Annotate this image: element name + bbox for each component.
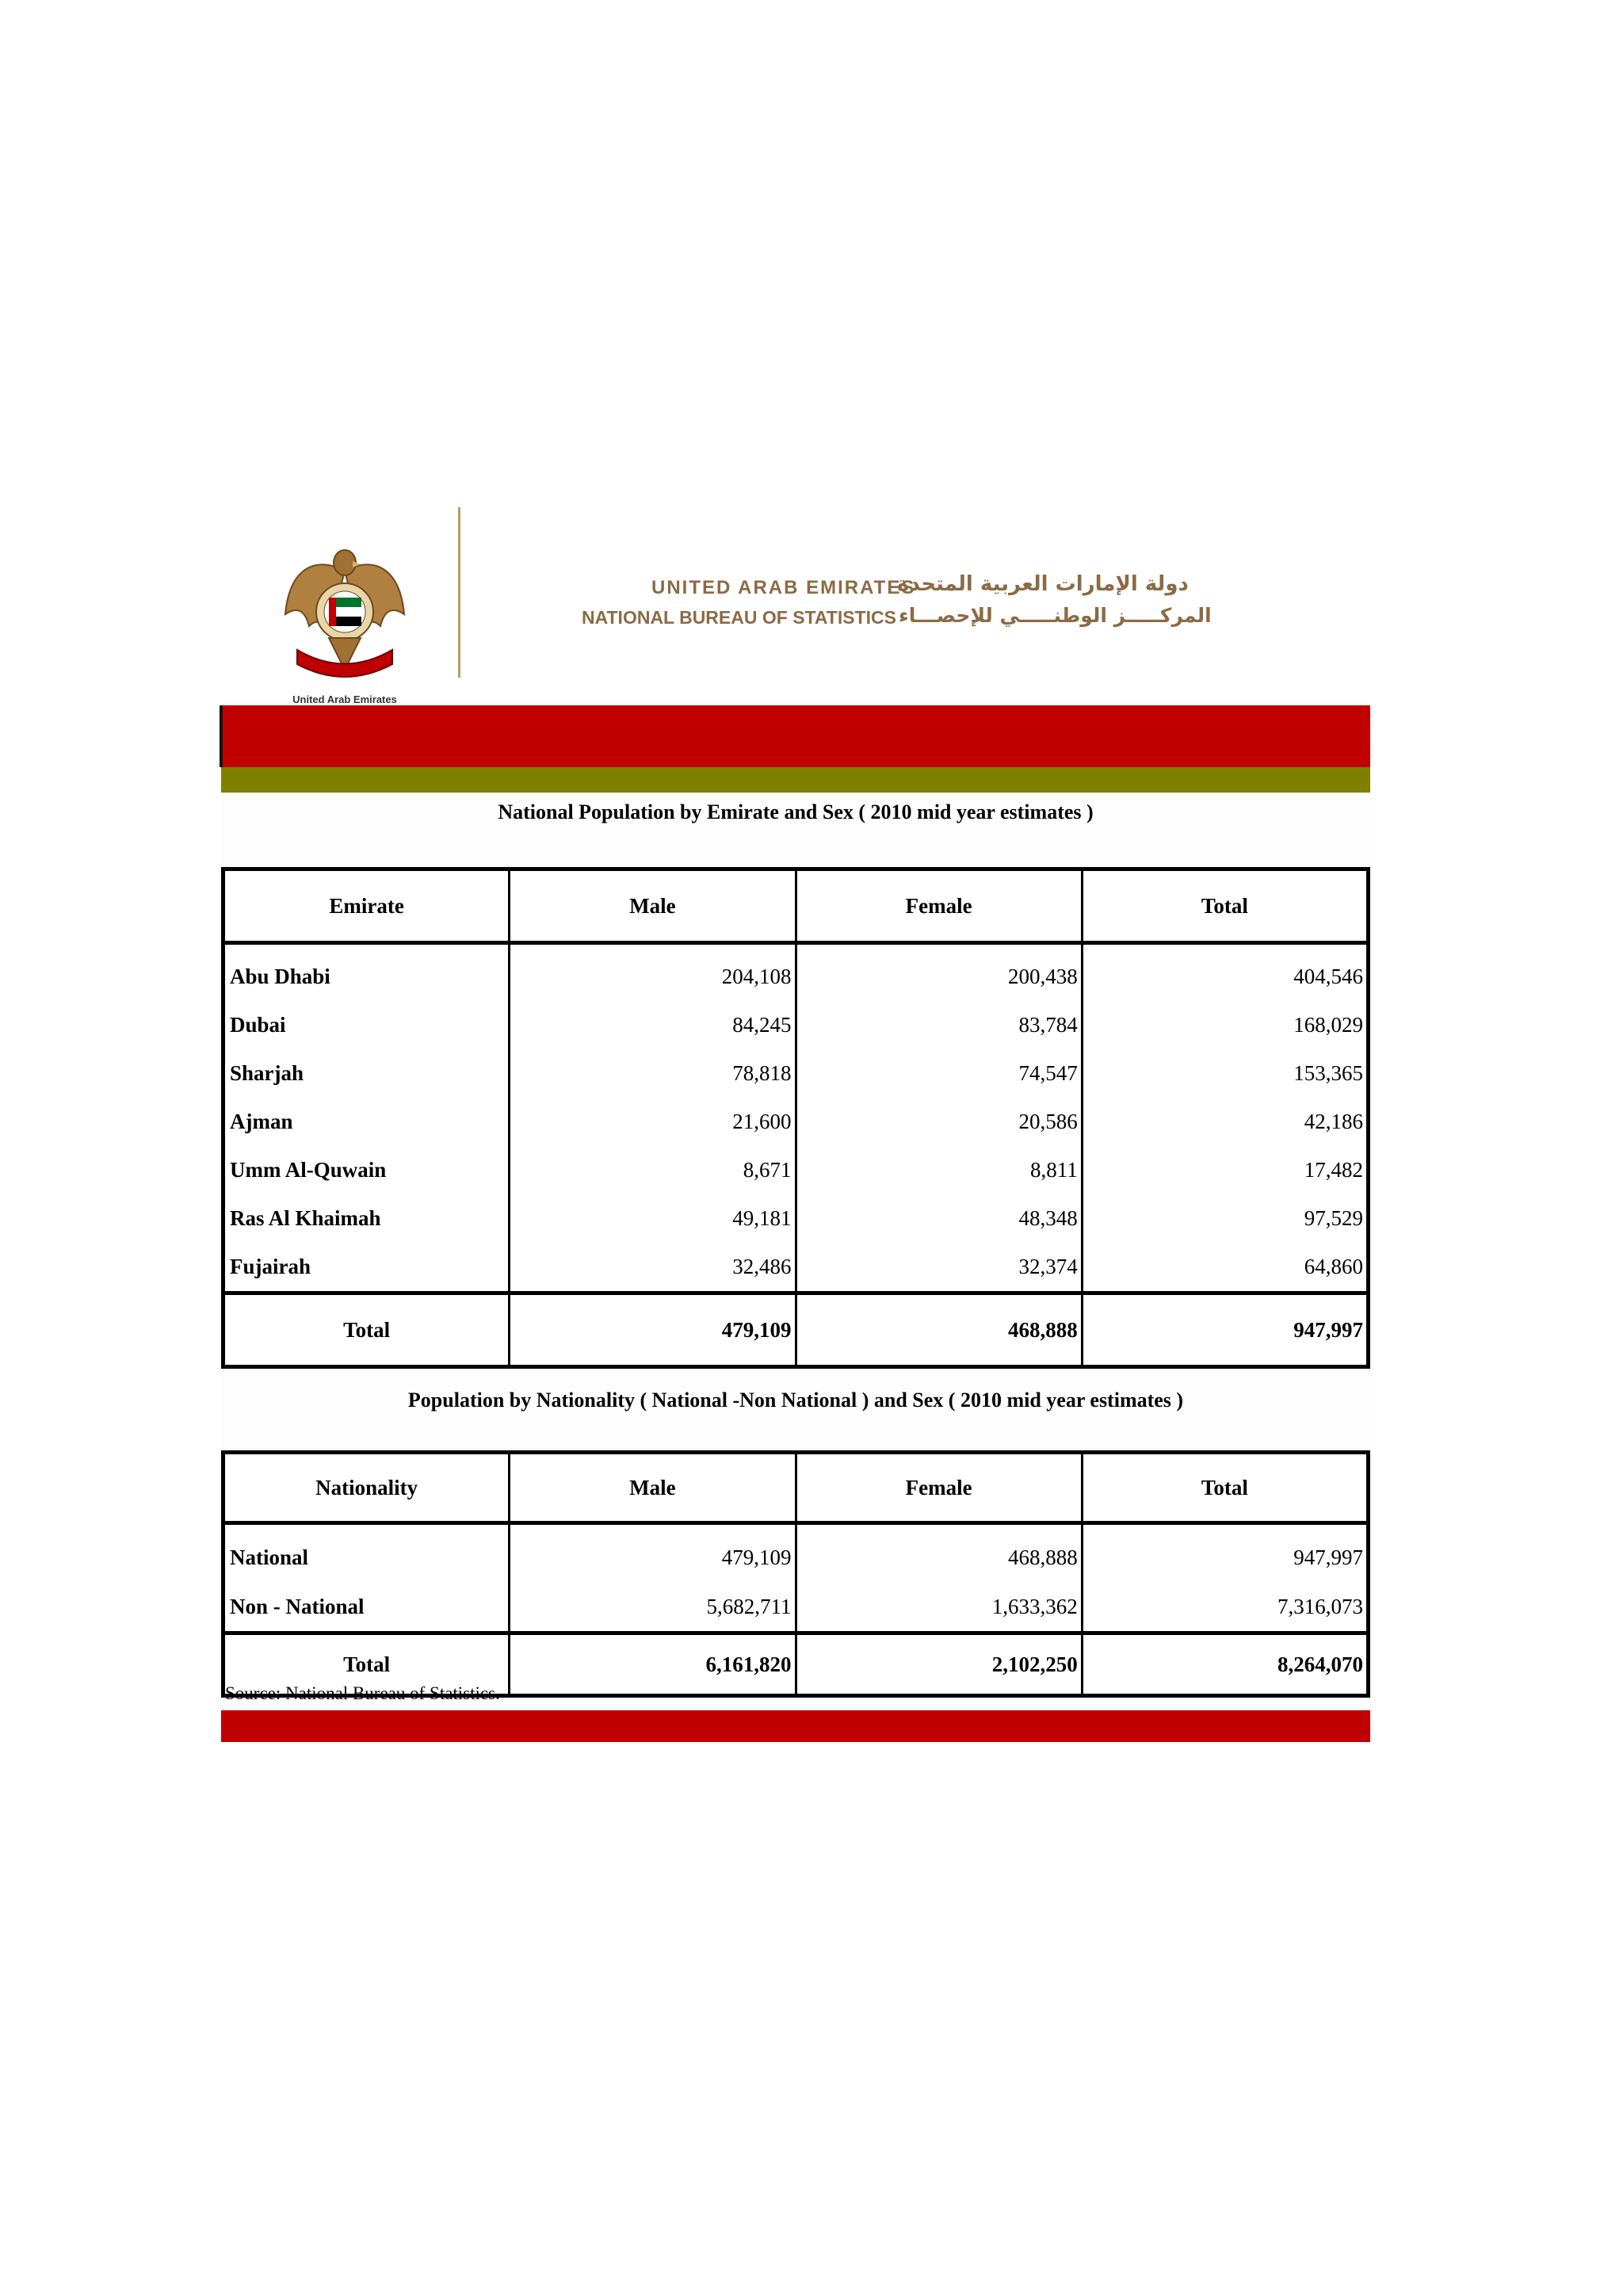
table-cell: 20,586 — [796, 1098, 1082, 1146]
source-note: Source: National Bureau of Statistics. — [225, 1683, 500, 1703]
table-cell: 49,181 — [510, 1194, 796, 1243]
total-cell: 479,109 — [510, 1293, 796, 1367]
org-name-ar-line1: دولة الإمارات العربية المتحدة — [897, 572, 1189, 596]
table-row — [223, 1523, 1369, 1583]
table-header-row — [223, 1453, 1369, 1523]
total-label: Total — [223, 1293, 510, 1367]
falcon-emblem-icon — [281, 539, 408, 690]
table-header-row — [223, 869, 1369, 943]
org-name-ar-line2: المركـــــز الوطنـــــي للإحصـــاء — [899, 604, 1212, 627]
table-row — [223, 1098, 1369, 1146]
red-band-edge — [220, 705, 223, 767]
org-name-en-line2: NATIONAL BUREAU OF STATISTICS — [582, 607, 896, 628]
table-cell: 468,888 — [796, 1523, 1082, 1583]
table-cell: 204,108 — [510, 943, 796, 1002]
table-row — [223, 1194, 1369, 1243]
table-row — [223, 1049, 1369, 1098]
table-row — [223, 1582, 1369, 1633]
table-cell: 21,600 — [510, 1098, 796, 1146]
table-cell: 48,348 — [796, 1194, 1082, 1243]
emirate-population-table — [221, 867, 1370, 1369]
table-cell: 1,633,362 — [796, 1582, 1082, 1633]
table-cell: 32,486 — [510, 1243, 796, 1293]
row-label: Non - National — [223, 1582, 510, 1633]
row-label: Ajman — [223, 1098, 510, 1146]
total-label: Total — [223, 1633, 510, 1696]
table-cell: 32,374 — [796, 1243, 1082, 1293]
table-cell: 168,029 — [1082, 1001, 1368, 1049]
top-red-band — [221, 705, 1370, 767]
column-header: Emirate — [223, 869, 510, 943]
row-label: Ras Al Khaimah — [223, 1194, 510, 1243]
row-label: Umm Al-Quwain — [223, 1146, 510, 1194]
table-row — [223, 1146, 1369, 1194]
table-cell: 17,482 — [1082, 1146, 1368, 1194]
table-cell: 97,529 — [1082, 1194, 1368, 1243]
bottom-red-band — [221, 1710, 1370, 1742]
table-cell: 7,316,073 — [1082, 1582, 1368, 1633]
table-row — [223, 1243, 1369, 1293]
header-divider — [458, 507, 460, 678]
column-header: Female — [796, 869, 1082, 943]
table-cell: 153,365 — [1082, 1049, 1368, 1098]
table-total-row — [223, 1293, 1369, 1367]
table-cell: 200,438 — [796, 943, 1082, 1002]
row-label: Dubai — [223, 1001, 510, 1049]
table-row — [223, 1001, 1369, 1049]
table-cell: 947,997 — [1082, 1523, 1368, 1583]
table2-title: Population by Nationality ( National -Non National ) and Sex ( 2010 mid year estimates ) — [407, 1389, 1184, 1412]
table-cell: 42,186 — [1082, 1098, 1368, 1146]
total-cell: 6,161,820 — [510, 1633, 796, 1696]
emblem-caption: United Arab Emirates — [292, 693, 397, 705]
uae-emblem — [269, 539, 420, 705]
row-label: National — [223, 1523, 510, 1583]
table-cell: 83,784 — [796, 1001, 1082, 1049]
table-cell: 8,811 — [796, 1146, 1082, 1194]
total-cell: 468,888 — [796, 1293, 1082, 1367]
page-header — [269, 507, 1260, 705]
table-cell: 84,245 — [510, 1001, 796, 1049]
org-name-en-line1: UNITED ARAB EMIRATES — [651, 577, 916, 598]
column-header: Total — [1082, 869, 1368, 943]
table-cell: 74,547 — [796, 1049, 1082, 1098]
row-label: Fujairah — [223, 1243, 510, 1293]
column-header: Male — [510, 869, 796, 943]
total-cell: 2,102,250 — [796, 1633, 1082, 1696]
table-cell: 8,671 — [510, 1146, 796, 1194]
column-header: Total — [1082, 1453, 1368, 1523]
total-cell: 947,997 — [1082, 1293, 1368, 1367]
table-cell: 479,109 — [510, 1523, 796, 1583]
row-label: Sharjah — [223, 1049, 510, 1098]
column-header: Female — [796, 1453, 1082, 1523]
olive-band — [221, 767, 1370, 793]
table-cell: 5,682,711 — [510, 1582, 796, 1633]
table-cell: 78,818 — [510, 1049, 796, 1098]
table-cell: 64,860 — [1082, 1243, 1368, 1293]
nationality-population-table — [221, 1450, 1370, 1698]
table1-title: National Population by Emirate and Sex ( 2010 mid year estimates ) — [498, 800, 1094, 823]
column-header: Nationality — [223, 1453, 510, 1523]
table-cell: 404,546 — [1082, 943, 1368, 1002]
total-cell: 8,264,070 — [1082, 1633, 1368, 1696]
table-row — [223, 943, 1369, 1002]
row-label: Abu Dhabi — [223, 943, 510, 1002]
column-header: Male — [510, 1453, 796, 1523]
